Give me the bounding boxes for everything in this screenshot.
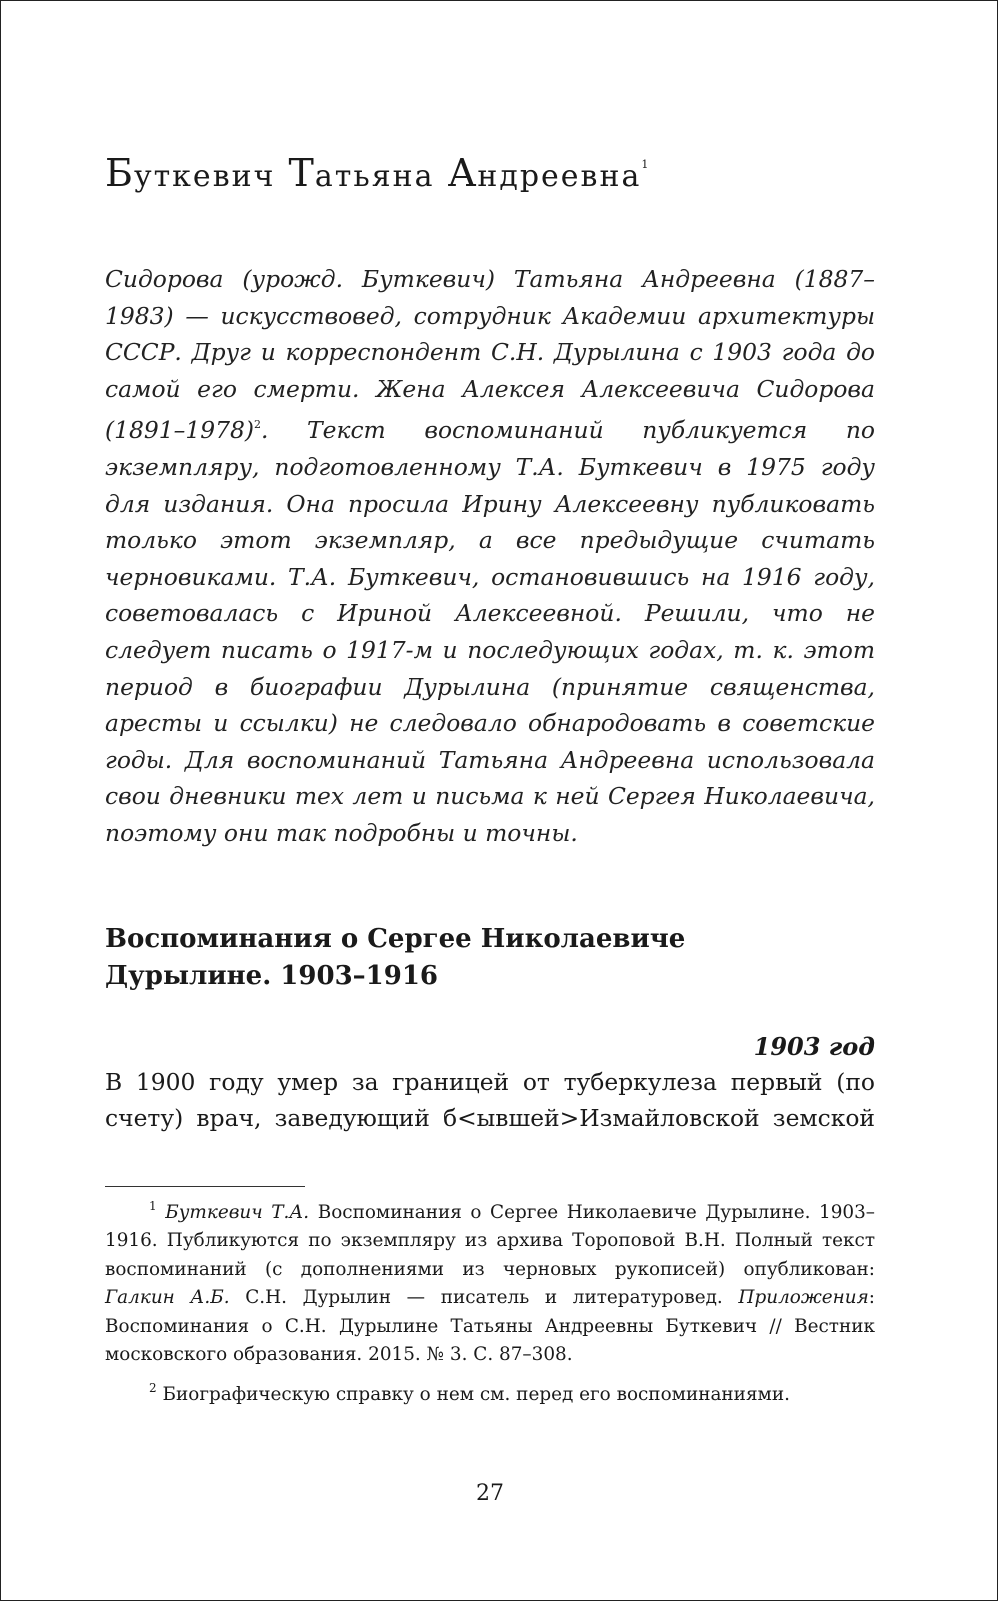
body-paragraph: В 1900 году умер за границей от туберкулеза первый (по счету) врач, заведующий б<ывшей>Измайловской земской (105, 1068, 875, 1132)
footnote-1-author2: Галкин А.Б. (105, 1287, 230, 1309)
page-number: 27 (476, 1481, 504, 1506)
footnote-1-appendix: Приложения (738, 1287, 869, 1309)
section-title (105, 921, 875, 995)
title-rest-1: уткевич (133, 159, 276, 194)
footnote-1 (105, 1192, 875, 1369)
intro-paragraph (105, 261, 875, 852)
title-footnote-mark[interactable]: 1 (641, 158, 649, 171)
chapter-title (105, 139, 875, 203)
title-rest-2: атьяна (314, 159, 435, 194)
title-rest-3: ндреевна (477, 159, 642, 194)
intro-footnote-mark[interactable]: 2 (254, 418, 262, 432)
section-title-line1: Воспоминания о Сергее Николаевиче (105, 924, 686, 954)
footnote-2-mark: 2 (149, 1381, 157, 1396)
footnote-2-text: Биографическую справку о нем см. перед его воспоминаниями. (156, 1384, 790, 1406)
intro-text-part1: Сидорова (урожд. Буткевич) Татьяна Андреевна (1887–1983) — искусствовед, сотрудник Академии архитектуры СССР. Друг и корреспондент С.Н. Дурылина с 1903 года до самой его смерти. Жена Алексея Алексеевича Сидорова (1891–1978) (105, 265, 875, 445)
footnotes-block (105, 1192, 875, 1415)
title-cap-3: А (447, 151, 478, 195)
footnote-1-mark: 1 (149, 1199, 157, 1213)
footnote-1-text1: Воспоминания о Сергее Николаевиче Дурылине. 1903–1916. Публикуются по экземпляру из архива Тороповой В.Н. Полный текст воспоминаний (с дополнениями из черновых рукописей) опубликован: (105, 1202, 876, 1280)
footnote-2 (105, 1374, 875, 1409)
footnote-1-author: Буткевич Т.А. (165, 1202, 310, 1223)
footnote-1-text2: С.Н. Дурылин — писатель и литературовед. (229, 1287, 739, 1309)
year-heading: 1903 год (753, 1032, 875, 1061)
section-title-line2: Дурылине. 1903–1916 (105, 961, 439, 991)
title-cap-1: Б (105, 151, 134, 195)
intro-text-part2: . Текст воспоминаний публикуется по экземпляру, подготовленному Т.А. Буткевич в 1975 году для издания. Она просила Ирину Алексеевну публиковать только этот экземпляр, а все предыдущие считать черновиками. Т.А. Буткевич, остановившись на 1916 году, советовалась с Ириной Алексеевной. Решили, что не следует писать о 1917-м и последующих годах, т. к. этот период в биографии Дурылина (принятие священства, аресты и ссылки) не следовало обнародовать в советские годы. Для воспоминаний Татьяна Андреевна использовала свои дневники тех лет и письма к ней Сергея Николаевича, поэтому они так подробны и точны. (105, 416, 875, 847)
footnote-separator (105, 1186, 305, 1187)
footnote-1-text3: : Воспоминания о С.Н. Дурылине Татьяны Андреевны Буткевич // Вестник московского образования. 2015. № 3. С. 87–308. (105, 1287, 875, 1366)
title-cap-2: Т (288, 151, 315, 195)
